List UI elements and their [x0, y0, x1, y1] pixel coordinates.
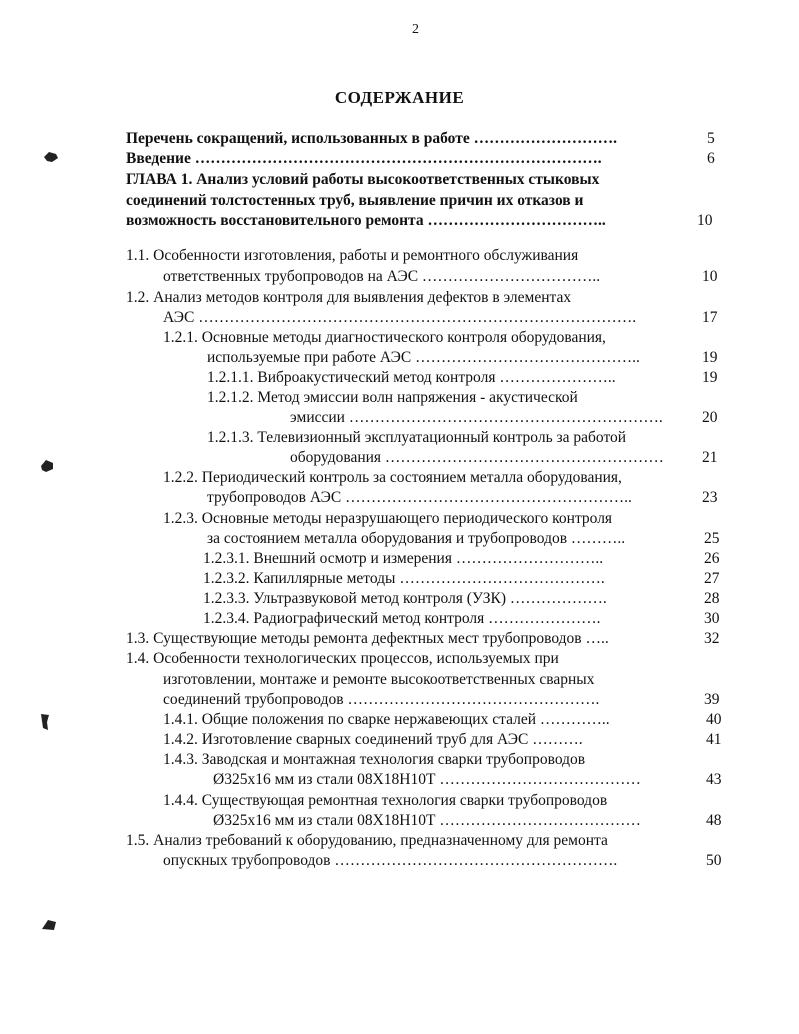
- toc-page-abbreviations: 5: [707, 130, 715, 147]
- toc-page-1-2-3-3: 28: [704, 590, 720, 607]
- page-title: СОДЕРЖАНИЕ: [334, 88, 465, 107]
- toc-entry-introduction: Введение …………………………………………………………………….: [126, 150, 602, 167]
- toc-page-1-4: 39: [704, 691, 720, 708]
- toc-entry-1-4-line-1: 1.4. Особенности технологических процессов, используемых при: [126, 650, 559, 667]
- toc-page-1-2-2: 23: [702, 489, 718, 506]
- toc-entry-1-1-line-1: 1.1. Особенности изготовления, работы и ремонтного обслуживания: [126, 247, 579, 264]
- toc-entry-1-2-line-1: 1.2. Анализ методов контроля для выявления дефектов в элементах: [126, 289, 572, 306]
- toc-page-1-2-1-3: 21: [702, 449, 718, 466]
- toc-entry-1-2-1-2-line-1: 1.2.1.2. Метод эмиссии волн напряжения - акустической: [207, 389, 578, 406]
- toc-page-introduction: 6: [707, 150, 715, 167]
- toc-entry-1-4-2: 1.4.2. Изготовление сварных соединений труб для АЭС ……….: [163, 731, 583, 748]
- toc-entry-1-2-1-1: 1.2.1.1. Виброакустический метод контроля …………………..: [207, 369, 616, 386]
- toc-entry-1-2-3-2: 1.2.3.2. Капиллярные методы ………………………………….: [203, 570, 605, 587]
- toc-entry-1-2-3-line-2: за состоянием металла оборудования и трубопроводов ………..: [207, 530, 626, 547]
- toc-entry-1-3: 1.3. Существующие методы ремонта дефектных мест трубопроводов …..: [126, 630, 609, 647]
- toc-page-chapter-1: 10: [697, 212, 713, 229]
- toc-page-1-2: 17: [702, 309, 718, 326]
- toc-page-1-2-3-2: 27: [704, 570, 720, 587]
- toc-page-1-4-1: 40: [706, 711, 722, 728]
- toc-entry-1-4-3-line-2: Ø325х16 мм из стали 08Х18Н10Т …………………………………: [213, 771, 641, 788]
- toc-page-1-4-2: 41: [706, 731, 722, 748]
- toc-page-1-1: 10: [702, 268, 718, 285]
- toc-entry-1-4-1: 1.4.1. Общие положения по сварке нержавеющих сталей …………..: [163, 711, 610, 728]
- toc-entry-1-4-4-line-1: 1.4.4. Существующая ремонтная технология сварки трубопроводов: [163, 792, 608, 809]
- toc-chapter-1-line-2: соединений толстостенных труб, выявление причин их отказов и: [126, 192, 584, 209]
- toc-entry-1-2-3-line-1: 1.2.3. Основные методы неразрушающего периодического контроля: [163, 510, 613, 527]
- page-number: 2: [412, 22, 419, 37]
- toc-entry-1-2-2-line-2: трубопроводов АЭС ………………………………………………..: [207, 489, 632, 506]
- toc-entry-1-2-1-line-2: используемые при работе АЭС ……………………………………..: [207, 349, 640, 366]
- toc-entry-1-2-3-1: 1.2.3.1. Внешний осмотр и измерения ………………………..: [203, 550, 604, 567]
- toc-page-1-2-3: 25: [704, 530, 720, 547]
- toc-page-1-3: 32: [704, 630, 720, 647]
- toc-entry-1-4-3-line-1: 1.4.3. Заводская и монтажная технология сварки трубопроводов: [163, 751, 586, 768]
- toc-entry-1-2-3-4: 1.2.3.4. Радиографический метод контроля ………………….: [203, 610, 601, 627]
- toc-page-1-4-4: 48: [706, 812, 722, 829]
- toc-entry-1-1-line-2: ответственных трубопроводов на АЭС ……………………………..: [163, 268, 601, 285]
- toc-chapter-1-line-1: ГЛАВА 1. Анализ условий работы высокоответственных стыковых: [126, 171, 600, 188]
- toc-chapter-1-line-3: возможность восстановительного ремонта ……………………………..: [126, 212, 606, 229]
- toc-page-1-2-3-4: 30: [704, 610, 720, 627]
- toc-entry-1-2-3-3: 1.2.3.3. Ультразвуковой метод контроля (УЗК) ……………….: [203, 590, 607, 607]
- toc-entry-1-5-line-1: 1.5. Анализ требований к оборудованию, предназначенному для ремонта: [126, 832, 608, 849]
- toc-entry-1-2-1-3-line-1: 1.2.1.3. Телевизионный эксплуатационный контроль за работой: [207, 429, 627, 446]
- toc-page-1-2-1-1: 19: [702, 369, 718, 386]
- toc-entry-1-2-1-line-1: 1.2.1. Основные методы диагностического контроля оборудования,: [163, 329, 606, 346]
- toc-entry-1-4-4-line-2: Ø325х16 мм из стали 08Х18Н10Т …………………………………: [213, 812, 641, 829]
- toc-entry-1-5-line-2: опускных трубопроводов ……………………………………………….: [163, 852, 618, 869]
- toc-entry-1-2-line-2: АЭС ………………………………………………………………………….: [163, 309, 637, 326]
- toc-page-1-2-1: 19: [702, 349, 718, 366]
- toc-page-1-5: 50: [706, 852, 722, 869]
- toc-page-1-2-1-2: 20: [702, 409, 718, 426]
- toc-page-1-4-3: 43: [706, 771, 722, 788]
- toc-page-1-2-3-1: 26: [704, 550, 720, 567]
- toc-entry-abbreviations: Перечень сокращений, использованных в работе ……………………….: [126, 130, 617, 147]
- toc-entry-1-4-line-2: изготовлении, монтаже и ремонте высокоответственных сварных: [163, 671, 595, 688]
- toc-entry-1-2-2-line-1: 1.2.2. Периодический контроль за состоянием металла оборудования,: [163, 469, 622, 486]
- toc-entry-1-2-1-2-line-2: эмиссии …………………………………………………….: [290, 409, 663, 426]
- toc-entry-1-2-1-3-line-2: оборудования ………………………………………………: [290, 449, 664, 466]
- toc-entry-1-4-line-3: соединений трубопроводов ………………………………………….: [163, 691, 600, 708]
